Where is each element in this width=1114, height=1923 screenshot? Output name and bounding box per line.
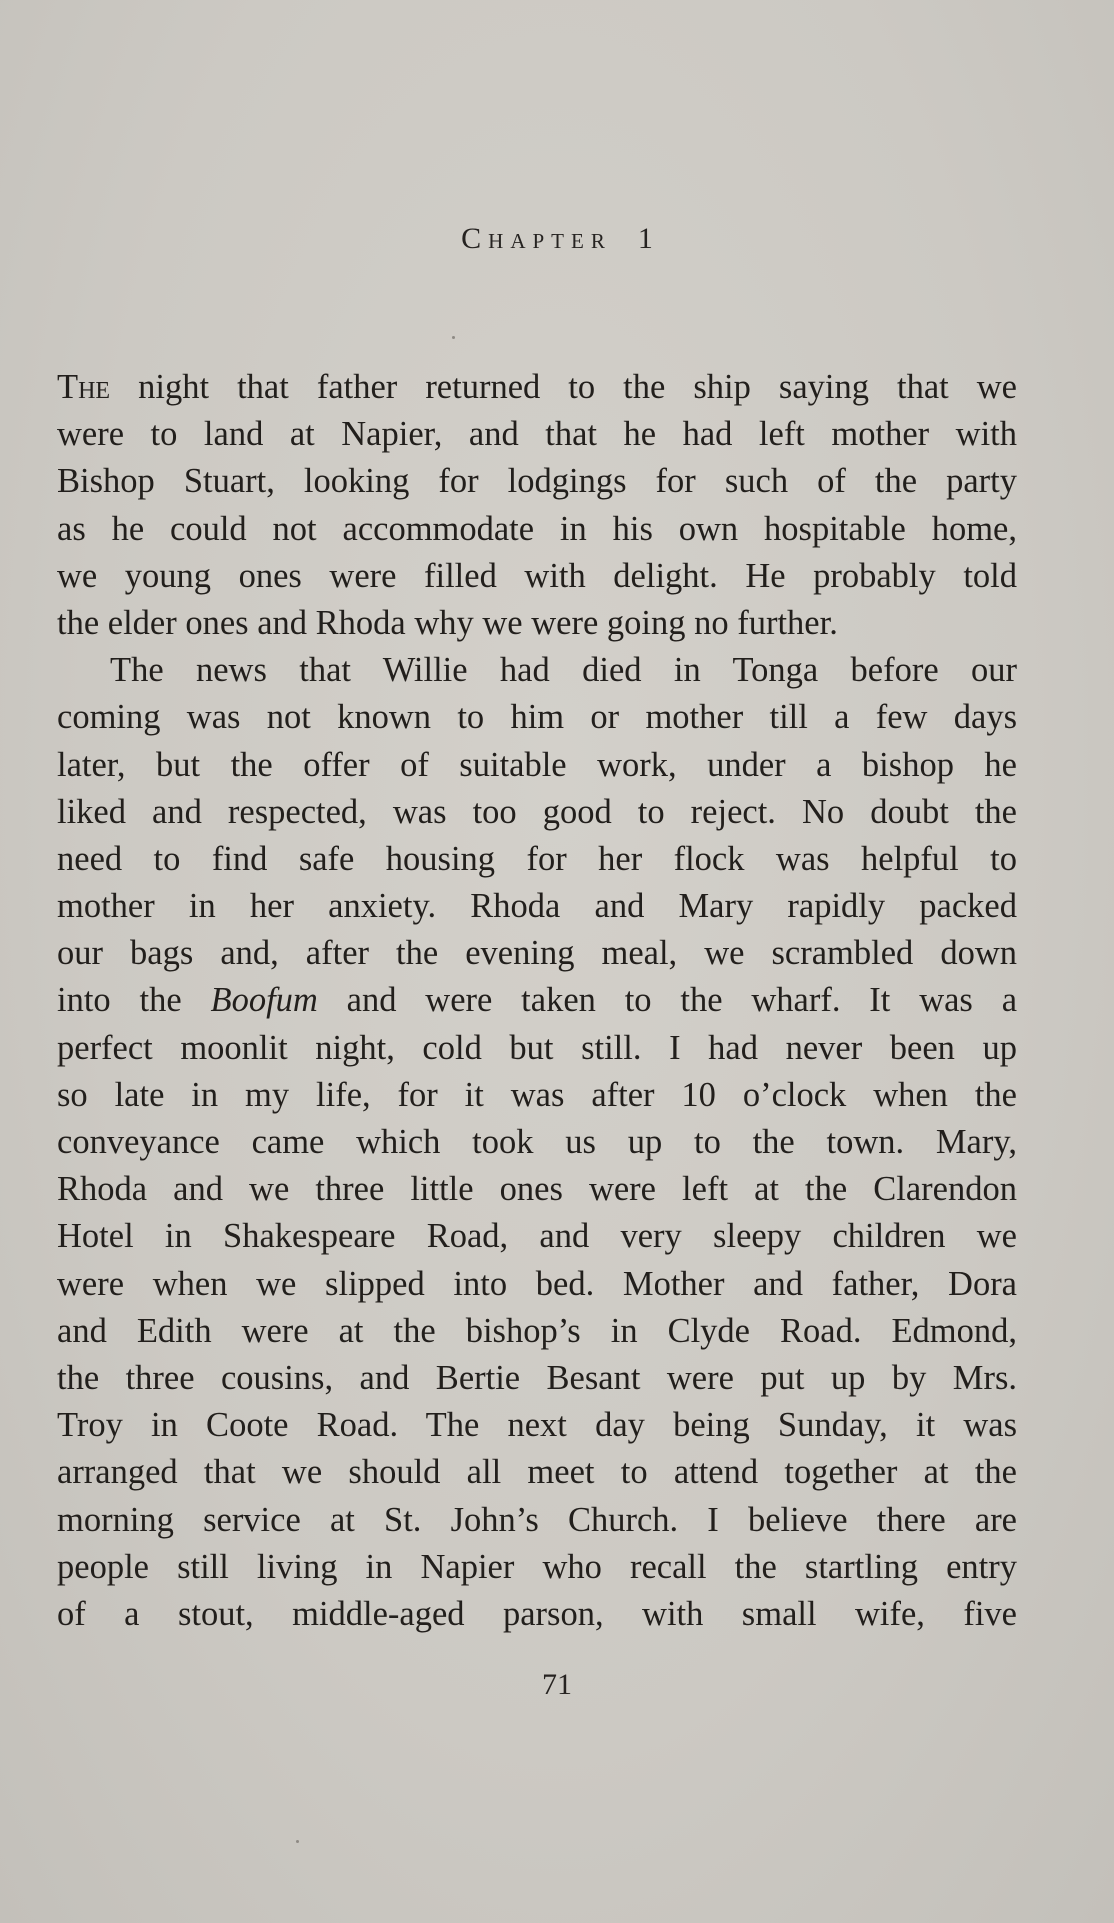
text-line: perfect moonlit night, cold but still. I had never been up <box>57 1028 1017 1067</box>
text-line: arranged that we should all meet to attend together at the <box>57 1453 1017 1492</box>
small-caps-lead: The <box>57 368 111 406</box>
text-line: coming was not known to him or mother till a few days <box>57 698 1017 737</box>
text-line: of a stout, middle-aged parson, with small wife, five <box>57 1594 1017 1633</box>
text-line: The night that father returned to the ship saying that we <box>57 368 1017 406</box>
text-line: The news that Willie had died in Tonga before our <box>110 651 1017 690</box>
text-line: we young ones were filled with delight. He probably told <box>57 556 1017 595</box>
text-line: and Edith were at the bishop’s in Clyde Road. Edmond, <box>57 1311 1017 1350</box>
chapter-label: Chapter <box>461 222 612 255</box>
text-line: later, but the offer of suitable work, under a bishop he <box>57 745 1017 784</box>
chapter-heading <box>0 222 1114 256</box>
text-line: our bags and, after the evening meal, we scrambled down <box>57 934 1017 973</box>
text-line: into the Boofum and were taken to the wharf. It was a <box>57 981 1017 1020</box>
text-line: mother in her anxiety. Rhoda and Mary rapidly packed <box>57 887 1017 926</box>
text-line: the elder ones and Rhoda why we were going no further. <box>57 603 838 642</box>
text-line: morning service at St. John’s Church. I believe there are <box>57 1500 1017 1539</box>
text-line: Bishop Stuart, looking for lodgings for such of the party <box>57 462 1017 501</box>
text-line: conveyance came which took us up to the town. Mary, <box>57 1123 1017 1161</box>
text-line: were to land at Napier, and that he had left mother with <box>57 415 1017 454</box>
text-line: liked and respected, was too good to reject. No doubt the <box>57 792 1017 831</box>
text-line: Rhoda and we three little ones were left at the Clarendon <box>57 1170 1017 1209</box>
text-line: Troy in Coote Road. The next day being Sunday, it was <box>57 1406 1017 1445</box>
chapter-number: 1 <box>637 222 653 255</box>
italic-ship-name: Boofum <box>210 981 318 1020</box>
text-line: people still living in Napier who recall the startling entry <box>57 1547 1017 1586</box>
text-line: were when we slipped into bed. Mother and father, Dora <box>57 1264 1017 1303</box>
text-line: the three cousins, and Bertie Besant were put up by Mrs. <box>57 1358 1017 1397</box>
paper-speck <box>296 1840 299 1843</box>
text-line: as he could not accommodate in his own hospitable home, <box>57 509 1017 548</box>
chapter-body-text <box>57 364 1017 1638</box>
page-number: 71 <box>542 1668 572 1701</box>
text-line: so late in my life, for it was after 10 o’clock when the <box>57 1075 1017 1114</box>
text-line: Hotel in Shakespeare Road, and very sleepy children we <box>57 1217 1017 1256</box>
text-line: need to find safe housing for her flock was helpful to <box>57 839 1017 878</box>
paper-speck <box>452 336 455 339</box>
